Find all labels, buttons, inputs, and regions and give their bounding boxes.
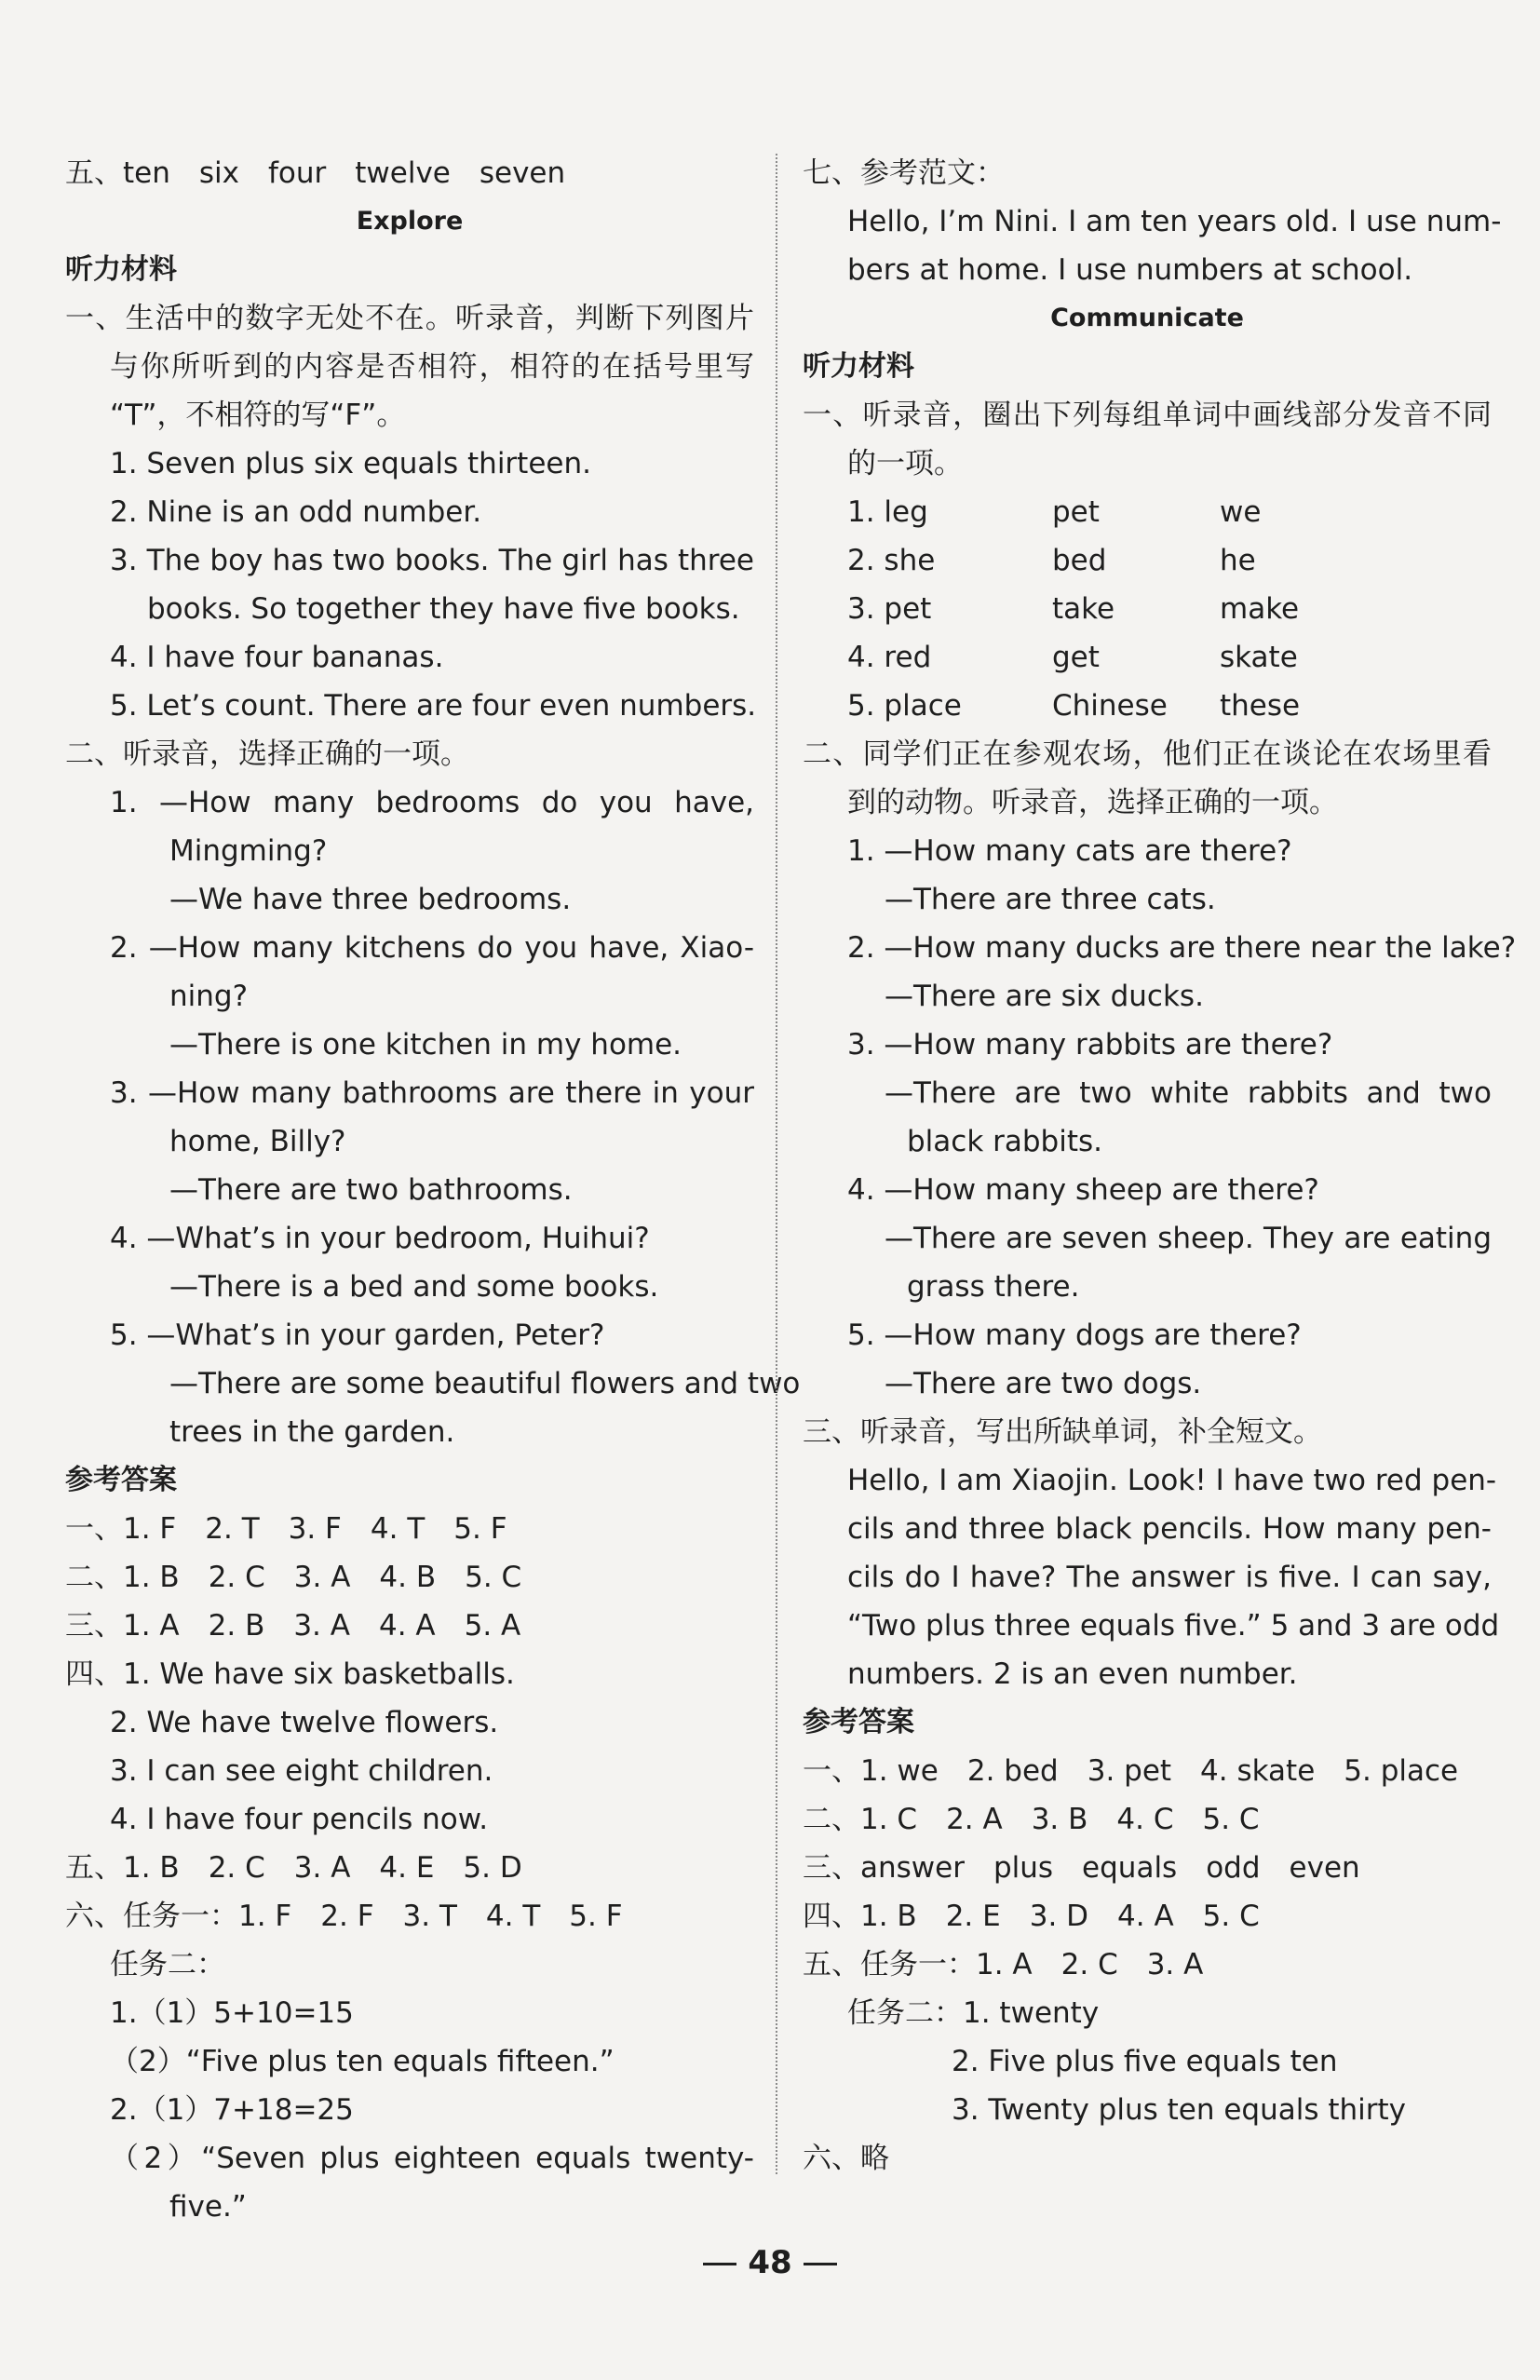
- text-line: 3. —How many rabbits are there?: [847, 1028, 1333, 1062]
- text-line: 2. —How many ducks are there near the lake?: [847, 931, 1517, 965]
- word-cell: 2. she: [847, 544, 936, 577]
- word-row: [803, 633, 1492, 682]
- text-line: 4. —How many sheep are there?: [847, 1173, 1319, 1207]
- answer-line: 六、任务一：1. F 2. F 3. T 4. T 5. F: [65, 1900, 623, 1933]
- answer-line: 任务二：1. twenty: [847, 1996, 1100, 2030]
- answer-line: 二、1. C 2. A 3. B 4. C 5. C: [803, 1803, 1260, 1836]
- text-line: 3. —How many bathrooms are there in your: [110, 1076, 754, 1110]
- word-cell: 3. pet: [847, 592, 932, 626]
- answer-line: 四、1. We have six basketballs.: [65, 1657, 515, 1691]
- text-line: 5. —How many dogs are there?: [847, 1318, 1302, 1352]
- word-cell: Chinese: [1052, 689, 1168, 723]
- heading-answer-key: 参考答案: [65, 1464, 177, 1496]
- heading-listening-material: 听力材料: [65, 253, 177, 286]
- word-cell: skate: [1220, 641, 1298, 674]
- word-row: [803, 488, 1492, 536]
- text-line: 2. —How many kitchens do you have, Xiao-: [110, 931, 754, 965]
- section-title-explore: Explore: [356, 207, 464, 236]
- text-line: 与你所听到的内容是否相符，相符的在括号里写: [110, 350, 754, 384]
- text-line: —There are three cats.: [885, 883, 1216, 916]
- text-line: —There are six ducks.: [885, 980, 1204, 1013]
- text-line: 3. The boy has two books. The girl has three: [110, 544, 754, 577]
- text-line: —There are seven sheep. They are eating: [885, 1222, 1492, 1255]
- text-line: 5. Let’s count. There are four even numbers.: [110, 689, 757, 723]
- answer-line: 一、1. F 2. T 3. F 4. T 5. F: [65, 1512, 507, 1546]
- answer-line: 六、略: [803, 2142, 889, 2175]
- text-line: 一、生活中的数字无处不在。听录音，判断下列图片: [65, 302, 754, 335]
- footer-dash-right: [804, 2263, 837, 2265]
- heading-listening-material: 听力材料: [803, 350, 914, 383]
- text-line: “T”，不相符的写“F”。: [110, 399, 406, 432]
- word-cell: these: [1220, 689, 1301, 723]
- text-line: —There is one kitchen in my home.: [169, 1028, 682, 1062]
- answer-line: 3. Twenty plus ten equals thirty: [952, 2093, 1407, 2127]
- text-line: cils do I have? The answer is five. I can say,: [847, 1561, 1492, 1594]
- answer-line: （2）“Seven plus eighteen equals twenty-: [110, 2142, 754, 2175]
- answer-line: 三、1. A 2. B 3. A 4. A 5. A: [65, 1609, 521, 1643]
- text-line: 1. —How many cats are there?: [847, 834, 1292, 868]
- answer-line: 2.（1）7+18=25: [110, 2093, 354, 2127]
- text-line: books. So together they have five books.: [147, 592, 740, 626]
- answer-line: 一、1. we 2. bed 3. pet 4. skate 5. place: [803, 1754, 1459, 1788]
- text-line: “Two plus three equals five.” 5 and 3 are odd: [847, 1609, 1500, 1643]
- text-line: 的一项。: [847, 447, 963, 480]
- text-line: 七、参考范文：: [803, 156, 1005, 190]
- footer-dash-left: [703, 2263, 736, 2265]
- word-cell: he: [1220, 544, 1256, 577]
- answer-line: 五、任务一：1. A 2. C 3. A: [803, 1948, 1204, 1981]
- text-line: grass there.: [907, 1270, 1080, 1304]
- page-footer: [0, 2244, 1540, 2281]
- text-line: —There are some beautiful flowers and two: [169, 1367, 801, 1400]
- text-line: Hello, I am Xiaojin. Look! I have two red pen-: [847, 1464, 1497, 1497]
- word-row: [803, 536, 1492, 585]
- text-line: 二、听录音，选择正确的一项。: [65, 737, 469, 771]
- text-line: home, Billy?: [169, 1125, 346, 1158]
- text-line: —There are two white rabbits and two: [885, 1076, 1492, 1110]
- answer-line: 2. Five plus five equals ten: [952, 2045, 1338, 2078]
- column-divider: [776, 154, 777, 2174]
- text-line: trees in the garden.: [169, 1415, 455, 1449]
- answer-line: （2）“Five plus ten equals fifteen.”: [110, 2045, 615, 2078]
- answer-line: 1.（1）5+10=15: [110, 1996, 354, 2030]
- answer-line: five.”: [169, 2190, 247, 2224]
- text-line: 5. —What’s in your garden, Peter?: [110, 1318, 605, 1352]
- text-line: —There are two dogs.: [885, 1367, 1202, 1400]
- text-line: 1. Seven plus six equals thirteen.: [110, 447, 591, 480]
- answer-line: 3. I can see eight children.: [110, 1754, 493, 1788]
- word-cell: 4. red: [847, 641, 932, 674]
- text-line: 一、听录音，圈出下列每组单词中画线部分发音不同: [803, 399, 1492, 432]
- word-cell: pet: [1052, 495, 1100, 529]
- text-line: —We have three bedrooms.: [169, 883, 572, 916]
- answer-line: 四、1. B 2. E 3. D 4. A 5. C: [803, 1900, 1260, 1933]
- answer-line: 三、answer plus equals odd even: [803, 1851, 1360, 1885]
- text-line: Hello, I’m Nini. I am ten years old. I use num-: [847, 205, 1502, 238]
- text-line: —There are two bathrooms.: [169, 1173, 573, 1207]
- text-line: 4. I have four bananas.: [110, 641, 444, 674]
- section-title-communicate: Communicate: [1050, 304, 1244, 332]
- heading-answer-key: 参考答案: [803, 1706, 914, 1738]
- word-cell: 1. leg: [847, 495, 928, 529]
- text-line: 三、听录音，写出所缺单词，补全短文。: [803, 1415, 1322, 1449]
- text-line: black rabbits.: [907, 1125, 1103, 1158]
- text-line: 到的动物。听录音，选择正确的一项。: [847, 786, 1338, 819]
- answer-line: 2. We have twelve flowers.: [110, 1706, 499, 1739]
- word-cell: make: [1220, 592, 1300, 626]
- text-line: 二、同学们正在参观农场，他们正在谈论在农场里看: [803, 737, 1492, 771]
- word-row: [803, 682, 1492, 730]
- text-line: numbers. 2 is an even number.: [847, 1657, 1298, 1691]
- right-column: [803, 149, 1517, 2183]
- text-line: 五、ten six four twelve seven: [65, 156, 566, 190]
- text-line: bers at home. I use numbers at school.: [847, 253, 1413, 287]
- left-column: [65, 149, 801, 2231]
- text-line: Mingming?: [169, 834, 328, 868]
- answer-line: 五、1. B 2. C 3. A 4. E 5. D: [65, 1851, 522, 1885]
- text-line: —There is a bed and some books.: [169, 1270, 659, 1304]
- word-row: [803, 585, 1492, 633]
- text-line: ning?: [169, 980, 249, 1013]
- page-number: 48: [748, 2244, 792, 2281]
- word-cell: we: [1220, 495, 1262, 529]
- text-line: 1. —How many bedrooms do you have,: [110, 786, 754, 819]
- answer-line: 4. I have four pencils now.: [110, 1803, 489, 1836]
- text-line: 4. —What’s in your bedroom, Huihui?: [110, 1222, 650, 1255]
- word-cell: get: [1052, 641, 1100, 674]
- word-cell: 5. place: [847, 689, 962, 723]
- word-cell: bed: [1052, 544, 1107, 577]
- text-line: cils and three black pencils. How many pen-: [847, 1512, 1492, 1546]
- word-cell: take: [1052, 592, 1115, 626]
- answer-line: 二、1. B 2. C 3. A 4. B 5. C: [65, 1561, 522, 1594]
- text-line: 2. Nine is an odd number.: [110, 495, 482, 529]
- answer-line: 任务二：: [110, 1948, 225, 1981]
